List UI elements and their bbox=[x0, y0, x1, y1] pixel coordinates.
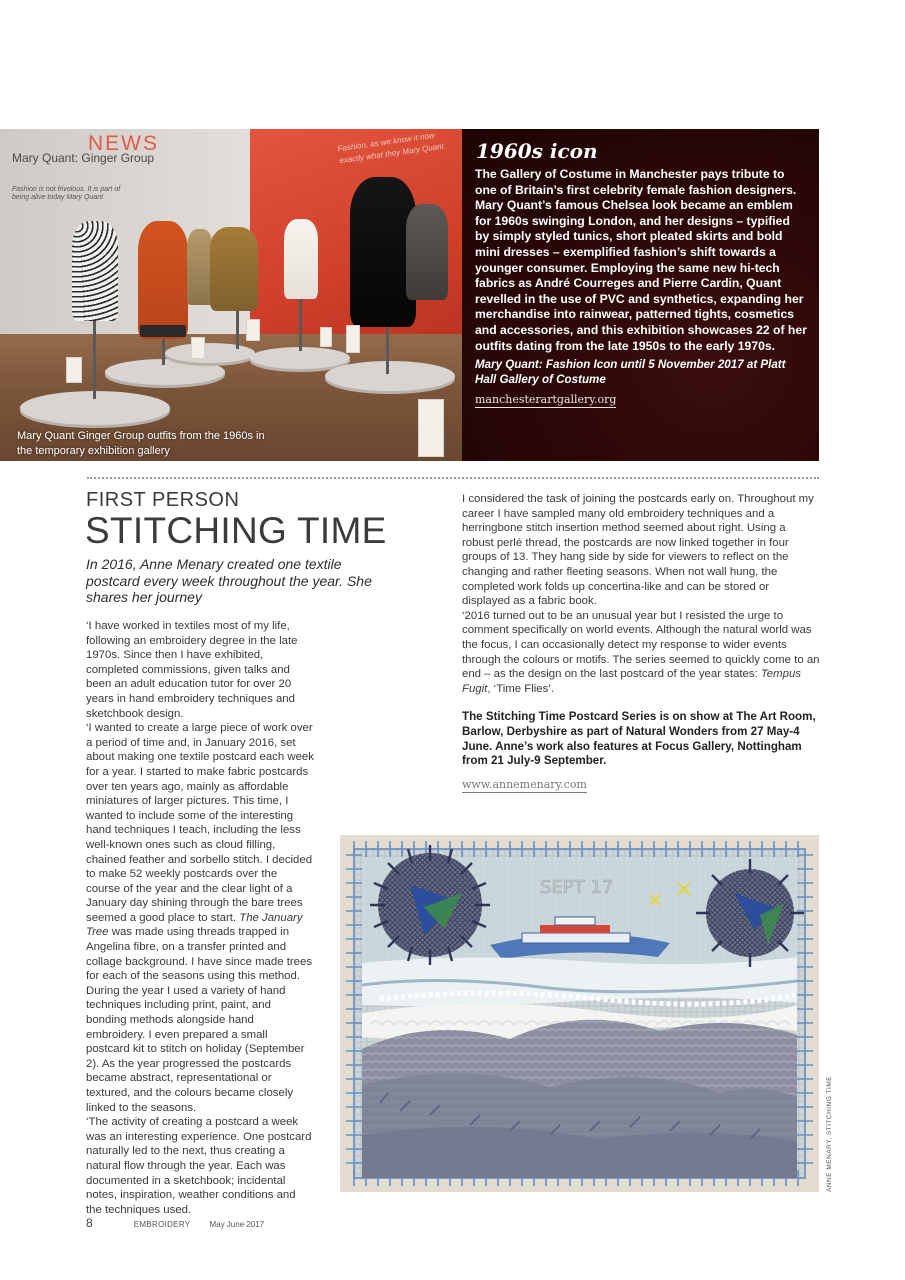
article-kicker: FIRST PERSON bbox=[86, 489, 240, 511]
body-paragraph: ‘2016 turned out to be an unusual year but I resisted the urge to comment specifically on world events. Although the natural world was the focus, I can occasionally detect my response to wider events through the colours or motifs. The series seemed to quickly come to an end – as the design on the last postcard of the year states: Tempus Fugit, ‘Time Flies’. bbox=[462, 609, 820, 695]
feature-title: 1960s icon bbox=[476, 139, 598, 163]
dotted-divider bbox=[87, 477, 819, 479]
grey-dress bbox=[406, 204, 448, 300]
gallery-website-link[interactable]: manchesterartgallery.org bbox=[475, 393, 617, 407]
white-dress bbox=[284, 219, 318, 299]
feature-paragraph: The Gallery of Costume in Manchester pays tribute to one of Britain’s first celebrity female fashion designers. bbox=[475, 167, 797, 197]
article-headline: STITCHING TIME bbox=[85, 510, 387, 551]
plinth bbox=[325, 361, 455, 391]
page-number: 8 bbox=[86, 1216, 93, 1230]
artwork-title: The January Tree bbox=[86, 911, 303, 939]
plinth bbox=[165, 343, 255, 363]
photo-caption: Mary Quant Ginger Group outfits from the 1960s in the temporary exhibition gallery bbox=[17, 430, 265, 457]
section-tag: NEWS bbox=[88, 132, 159, 155]
postmark-text: SEPT 17 bbox=[540, 877, 614, 898]
magazine-name: EMBROIDERY bbox=[133, 1220, 191, 1229]
wall-quote: Fashion is not frivolous. It is part of being alive today Mary Quant bbox=[12, 186, 121, 201]
feature-paragraph: Mary Quant’s famous Chelsea look became an emblem for 1960s swinging London, and her designs – typified by simply styled tunics, short pleated skirts and bold mini dresses – exemplified fashion’s shift towards a younger consumer. Employing the same new hi-tech fabrics as André Courreges and Pierre Cardin, Quant revelled in the use of PVC and synthetics, expanding her merchandise into rainwear, patterned tights, cosmetics and accessories, and this exhibition showcases 22 of her outfits dating from the late 1950s to the early 1970s. bbox=[475, 198, 807, 353]
body-paragraph: ‘The activity of creating a postcard a week was an interesting experience. One postcard naturally led to the next, thus creating a natural flow through the year. Each was documented in a sketchbook; incidental notes, inspiration, weather conditions and the techniques used. bbox=[86, 1116, 312, 1216]
body-paragraph: I considered the task of joining the postcards early on. Throughout my career I have sampled many old embroidery techniques and a herringbone stitch insertion method seemed about right. Using a robust perlé thread, the postcards are now linked together in four groups of 13. They hang side by side for viewers to reflect on the changing and rather fleeting seasons. When not wall hung, the completed work folds up concertina-like and can be stored or displayed as a fabric book. bbox=[462, 493, 814, 608]
red-wall-text: Fashion, as we know it now exactly what they Mary Quant bbox=[337, 130, 445, 166]
exhibition-callout: The Stitching Time Postcard Series is on show at The Art Room, Barlow, Derbyshire as part of Natural Wonders from 27 May-4 June. Anne’s work also features at Focus Gallery, Nottingham from 21 July-9 September. bbox=[462, 710, 816, 768]
page-folio bbox=[86, 1216, 264, 1230]
artist-website-link[interactable]: www.annemenary.com bbox=[462, 778, 587, 794]
exhibition-photo bbox=[0, 129, 462, 461]
wall-title: Mary Quant: Ginger Group bbox=[12, 151, 155, 165]
postcard-motto: Tempus Fugit bbox=[462, 668, 801, 695]
artwork-credit: ANNE MENARY, STITCHING TIME bbox=[826, 1075, 833, 1192]
feature-box bbox=[462, 129, 819, 461]
orange-dress bbox=[138, 221, 188, 339]
issue-date: May June 2017 bbox=[209, 1220, 265, 1229]
patterned-dress bbox=[72, 221, 118, 321]
brocade-coat bbox=[210, 227, 258, 311]
postcard-artwork bbox=[340, 835, 819, 1192]
stitched-star-stamp-left bbox=[370, 845, 490, 965]
body-paragraph: ‘I have worked in textiles most of my life, following an embroidery degree in the late 1970s. Since then I have exhibited, completed commissions, given talks and been an adult education tutor for over 20 years in hand embroidery techniques and sketchbook design. bbox=[86, 620, 298, 720]
feature-body bbox=[475, 167, 807, 354]
stitched-star-stamp-right bbox=[696, 859, 804, 967]
article-standfirst: In 2016, Anne Menary created one textile postcard every week throughout the year. She shares her journey bbox=[86, 556, 372, 606]
body-paragraph: ‘I wanted to create a large piece of work over a period of time and, in January 2016, set about making one textile postcard each week for a year. I started to make fabric postcards over ten years ago, mainly as affordable miniatures of larger pictures. This time, I wanted to include some of the interesting hand techniques I teach, including the less well-known ones such as cloud filling, chained feather and sorbello stitch. I decided to make 52 weekly postcards over the course of the year and the clear light of a January day shining through the bare trees seemed a good place to start. The January Tree was made using threads trapped in Angelina fibre, on a transfer printed and collage background. I have since made trees for each of the seasons using this method. During the year I used a variety of hand techniques including print, paint, and bonding methods alongside hand embroidery. I even prepared a small postcard kit to stitch on holiday (September 2). As the year progressed the postcards became abstract, representational or textured, and the colours became closely linked to the seasons. bbox=[86, 722, 314, 1114]
article-body-right bbox=[462, 492, 820, 793]
exhibition-credit: Mary Quant: Fashion Icon until 5 November 2017 at Platt Hall Gallery of Costume bbox=[475, 358, 786, 387]
